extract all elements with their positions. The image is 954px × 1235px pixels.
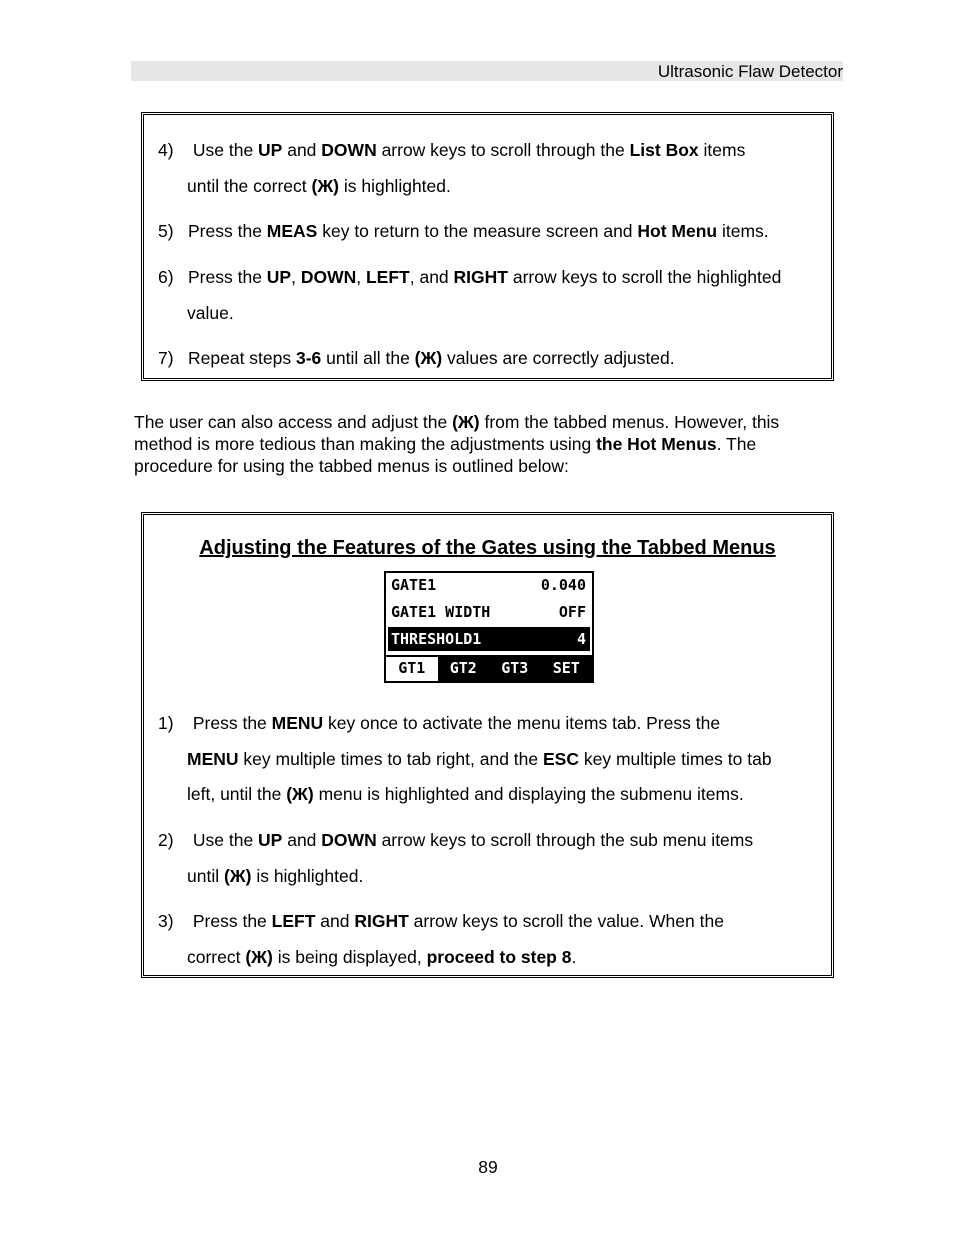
box-title: Adjusting the Features of the Gates using the Tabbed Menus (199, 537, 776, 559)
tab-gt2: GT2 (449, 659, 477, 677)
tabbed-menus-box (141, 512, 834, 978)
menu-row-gate1-width: GATE1 WIDTH OFF (391, 603, 586, 621)
page-number: 89 (478, 1157, 498, 1177)
step-6: 6) Press the UP, DOWN, LEFT, and RIGHT arrow keys to scroll the highlighted value. (158, 267, 782, 323)
step-4: 4) Use the UP and DOWN arrow keys to scroll through the List Box items until the correct (Ж) is highlighted. (158, 140, 746, 196)
device-screen (384, 571, 594, 683)
step-2: 2) Use the UP and DOWN arrow keys to scroll through the sub menu items until (Ж) is highlighted. (158, 830, 754, 886)
step-5: 5) Press the MEAS key to return to the measure screen and Hot Menu items. (158, 221, 769, 241)
tab-gt3: GT3 (501, 659, 529, 677)
tab-set: SET (552, 659, 580, 677)
menu-tabs (386, 655, 592, 681)
header-bar (131, 61, 843, 81)
menu-row-gate1: GATE1 0.040 (391, 576, 586, 594)
step-1: 1) Press the MENU key once to activate the menu items tab. Press the MENU key multiple times to tab right, and the ESC key multiple times to tab left, until the (Ж) menu is highlighted and displaying the submenu items. (158, 713, 772, 804)
intro-paragraph: The user can also access and adjust the (Ж) from the tabbed menus. However, this method is more tedious than making the adjustments using the Hot Menus. The procedure for using the tabbed menus is outlined below: (134, 412, 780, 476)
steps-box-continued (141, 112, 834, 381)
menu-row-threshold1-selected: THRESHOLD1 4 (388, 627, 590, 651)
step-3: 3) Press the LEFT and RIGHT arrow keys to scroll the value. When the correct (Ж) is being displayed, proceed to step 8. (158, 911, 724, 967)
step-7: 7) Repeat steps 3-6 until all the (Ж) values are correctly adjusted. (158, 348, 675, 368)
tab-gt1: GT1 (386, 657, 438, 681)
header-title: Ultrasonic Flaw Detector (657, 62, 843, 81)
